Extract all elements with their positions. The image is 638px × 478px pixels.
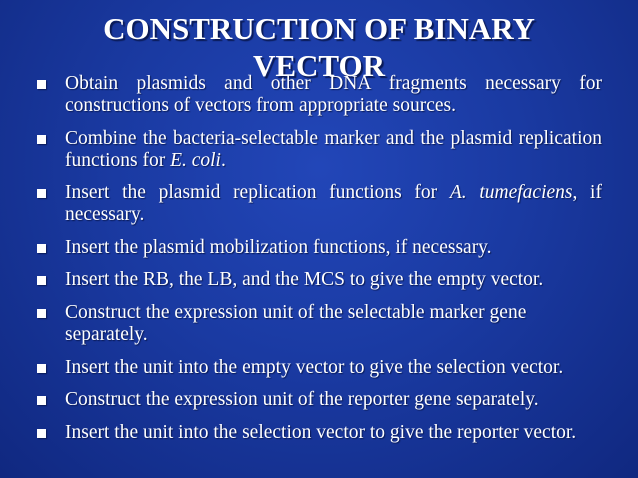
square-bullet-icon [37,364,46,373]
slide-title-line-2: VECTOR [252,48,386,83]
list-item [0,302,638,346]
square-bullet-icon [37,429,46,438]
list-item-text: Obtain plasmids and other DNA fragments necessary for constructions of vectors from appropriate sources. [65,73,602,116]
list-item [0,422,638,444]
list-item-italic-text: E. coli [170,149,221,171]
list-item-text-suffix: . [220,149,226,171]
list-item-text: Construct the expression unit of the reporter gene separately. [65,389,539,411]
list-item-text: Insert the unit into the empty vector to give the selection vector. [65,356,564,378]
list-item [0,389,638,411]
list-item-text: Insert the unit into the selection vector to give the reporter vector. [65,421,577,443]
list-item-text: Construct the expression unit of the selectable marker gene separately. [65,301,527,345]
square-bullet-icon [37,309,46,318]
list-item [0,357,638,379]
list-item [0,237,638,259]
list-item-italic-text: A. tumefaciens [449,182,573,204]
list-item-text-suffix: , if necessary. [65,182,602,226]
list-item-text: Insert the plasmid mobilization functions, if necessary. [65,236,492,258]
square-bullet-icon [37,80,46,89]
square-bullet-icon [37,244,46,253]
square-bullet-icon [37,189,46,198]
list-item [0,73,638,117]
bullet-list [0,73,638,454]
list-item-text: Insert the RB, the LB, and the MCS to give the empty vector. [65,269,544,291]
square-bullet-icon [37,135,46,144]
list-item [0,269,638,291]
list-item-text: Combine the bacteria-selectable marker and the plasmid replication functions for [65,127,602,171]
square-bullet-icon [37,396,46,405]
slide-title-line-1: CONSTRUCTION OF BINARY [103,11,535,46]
list-item [0,182,638,226]
list-item [0,128,638,172]
list-item-text: Insert the plasmid replication functions for [65,182,450,204]
square-bullet-icon [37,276,46,285]
